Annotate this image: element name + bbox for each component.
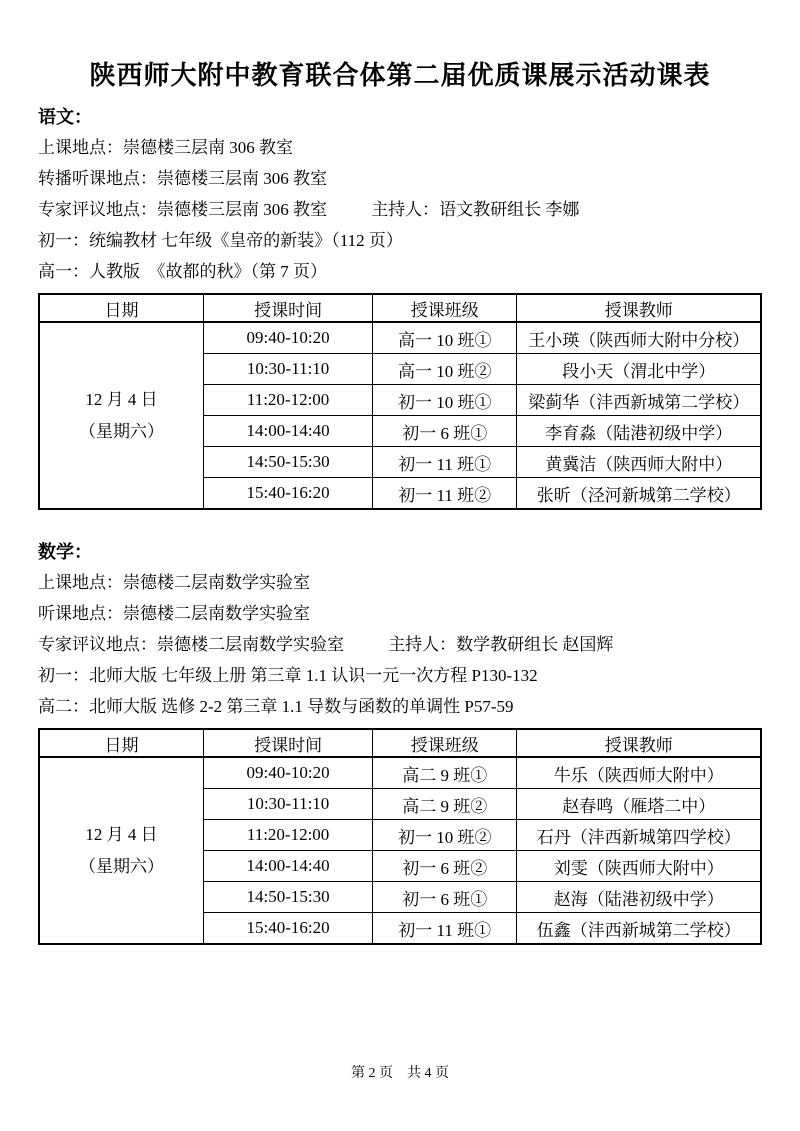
- time-cell: 11:20-12:00: [204, 820, 373, 851]
- expert-location-text: 专家评议地点：崇德楼三层南 306 教室: [38, 200, 327, 219]
- class-cell: 初一 6 班①: [373, 416, 517, 447]
- class-cell: 初一 11 班①: [373, 447, 517, 478]
- host-text: 主持人：数学教研组长 赵国辉: [388, 635, 614, 654]
- teacher-cell: 伍鑫（沣西新城第二学校）: [517, 913, 761, 945]
- table-header-row: [39, 294, 761, 322]
- class-cell: 初一 11 班②: [373, 478, 517, 510]
- grade7-material-line: 初一：北师大版 七年级上册 第三章 1.1 认识一元一次方程 P130-132: [38, 666, 538, 685]
- col-header-class: 授课班级: [373, 729, 517, 757]
- time-cell: 09:40-10:20: [204, 757, 373, 789]
- expert-review-line: [38, 194, 762, 225]
- table-row: [39, 757, 761, 789]
- class-cell: 高二 9 班②: [373, 789, 517, 820]
- section-math: [38, 537, 762, 945]
- col-header-class: 授课班级: [373, 294, 517, 322]
- class-cell: 初一 6 班①: [373, 882, 517, 913]
- subject-label-math: 数学：: [38, 542, 92, 562]
- table-row: [39, 322, 761, 354]
- col-header-teacher: 授课教师: [517, 729, 761, 757]
- time-cell: 14:00-14:40: [204, 851, 373, 882]
- grade10-material-line: 高一：人教版 《故都的秋》（第 7 页）: [38, 262, 327, 281]
- col-header-time: 授课时间: [204, 294, 373, 322]
- class-cell: 高二 9 班①: [373, 757, 517, 789]
- teacher-cell: 赵海（陆港初级中学）: [517, 882, 761, 913]
- class-location-line: 上课地点：崇德楼二层南数学实验室: [38, 573, 310, 592]
- class-cell: 初一 11 班①: [373, 913, 517, 945]
- grade7-material-line: 初一：统编教材 七年级《皇帝的新装》（112 页）: [38, 231, 403, 250]
- time-cell: 15:40-16:20: [204, 478, 373, 510]
- teacher-cell: 梁蓟华（沣西新城第二学校）: [517, 385, 761, 416]
- page-title: 陕西师大附中教育联合体第二届优质课展示活动课表: [89, 61, 711, 90]
- class-cell: 高一 10 班①: [373, 322, 517, 354]
- date-text: 12 月 4 日: [85, 389, 158, 409]
- col-header-date: 日期: [39, 729, 204, 757]
- expert-location-text: 专家评议地点：崇德楼二层南数学实验室: [38, 635, 344, 654]
- weekday-text: （星期六）: [79, 421, 165, 441]
- weekday-text: （星期六）: [79, 856, 165, 876]
- teacher-cell: 刘雯（陕西师大附中）: [517, 851, 761, 882]
- teacher-cell: 黄冀洁（陕西师大附中）: [517, 447, 761, 478]
- class-cell: 初一 6 班②: [373, 851, 517, 882]
- teacher-cell: 段小天（渭北中学）: [517, 354, 761, 385]
- date-cell: [39, 322, 204, 509]
- class-cell: 初一 10 班②: [373, 820, 517, 851]
- relay-listen-location-line: 转播听课地点：崇德楼三层南 306 教室: [38, 169, 327, 188]
- teacher-cell: 李育淼（陆港初级中学）: [517, 416, 761, 447]
- col-header-time: 授课时间: [204, 729, 373, 757]
- time-cell: 10:30-11:10: [204, 354, 373, 385]
- time-cell: 15:40-16:20: [204, 913, 373, 945]
- schedule-table-chinese: [38, 293, 762, 510]
- teacher-cell: 王小瑛（陕西师大附中分校）: [517, 322, 761, 354]
- col-header-date: 日期: [39, 294, 204, 322]
- date-cell: [39, 757, 204, 944]
- section-chinese: [38, 102, 762, 510]
- teacher-cell: 张昕（泾河新城第二学校）: [517, 478, 761, 510]
- schedule-table-math: [38, 728, 762, 945]
- table-header-row: [39, 729, 761, 757]
- teacher-cell: 石丹（沣西新城第四学校）: [517, 820, 761, 851]
- time-cell: 09:40-10:20: [204, 322, 373, 354]
- expert-review-line: [38, 629, 762, 660]
- col-header-teacher: 授课教师: [517, 294, 761, 322]
- class-location-line: 上课地点：崇德楼三层南 306 教室: [38, 138, 293, 157]
- grade11-material-line: 高二：北师大版 选修 2-2 第三章 1.1 导数与函数的单调性 P57-59: [38, 697, 514, 716]
- listen-location-line: 听课地点：崇德楼二层南数学实验室: [38, 604, 310, 623]
- host-text: 主持人：语文教研组长 李娜: [371, 200, 580, 219]
- class-cell: 高一 10 班②: [373, 354, 517, 385]
- time-cell: 14:00-14:40: [204, 416, 373, 447]
- time-cell: 14:50-15:30: [204, 447, 373, 478]
- class-cell: 初一 10 班①: [373, 385, 517, 416]
- teacher-cell: 赵春鸣（雁塔二中）: [517, 789, 761, 820]
- page-number: 第 2 页 共 4 页: [351, 1066, 449, 1081]
- subject-label-chinese: 语文：: [38, 107, 92, 127]
- time-cell: 10:30-11:10: [204, 789, 373, 820]
- teacher-cell: 牛乐（陕西师大附中）: [517, 757, 761, 789]
- time-cell: 14:50-15:30: [204, 882, 373, 913]
- date-text: 12 月 4 日: [85, 824, 158, 844]
- time-cell: 11:20-12:00: [204, 385, 373, 416]
